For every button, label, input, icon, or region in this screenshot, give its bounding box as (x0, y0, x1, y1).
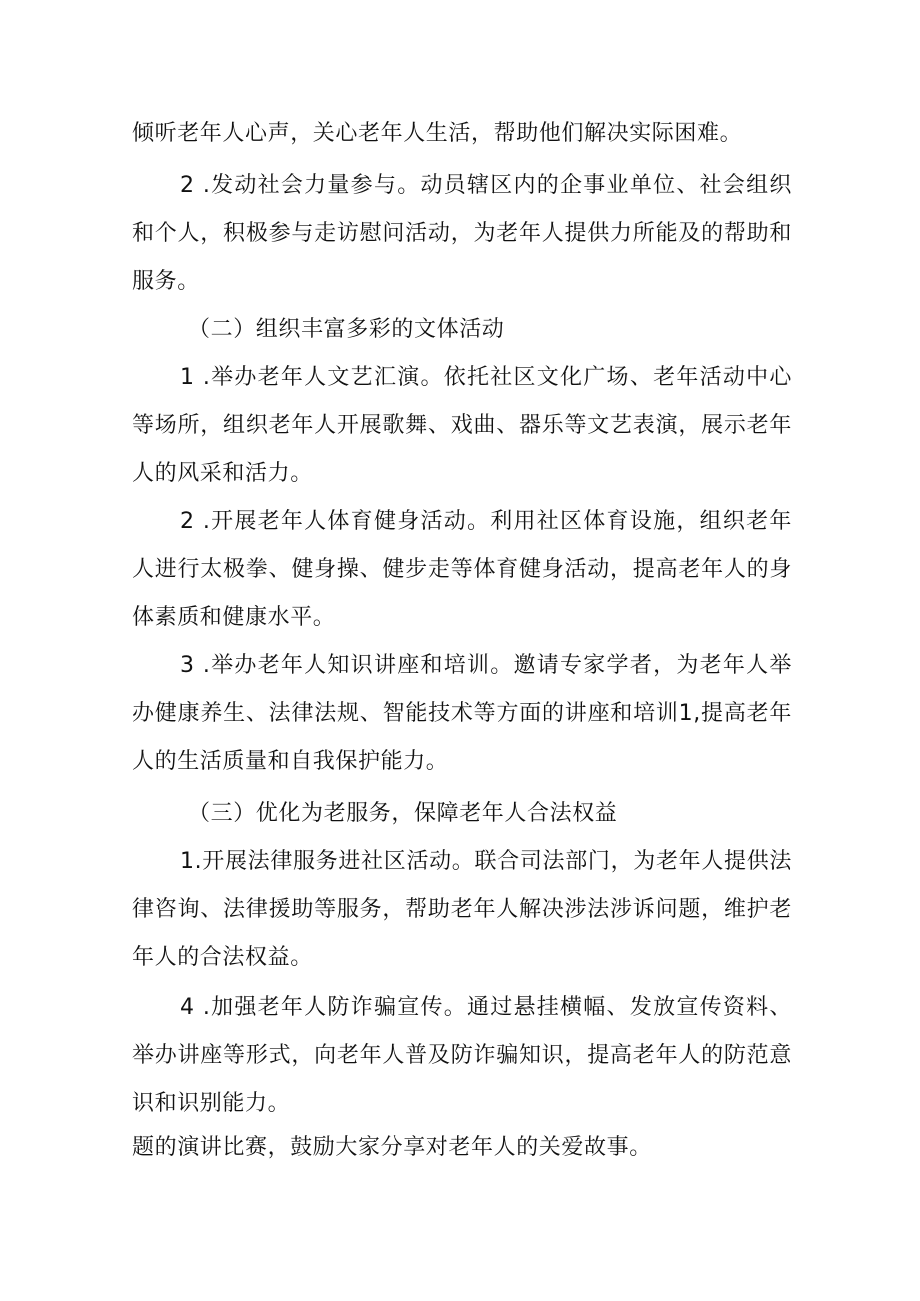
paragraph-legal-service: 1.开展法律服务进社区活动。联合司法部门，为老年人提供法律咨询、法律援助等服务，帮助老年人解决涉法涉诉问题，维护老年人的合法权益。 (132, 849, 792, 970)
paragraph-art-performance: 1 .举办老年人文艺汇演。依托社区文化广场、老年活动中心等场所，组织老年人开展歌舞、戏曲、器乐等文艺表演，展示老年人的风采和活力。 (132, 365, 792, 486)
paragraph-social-participation: 2 .发动社会力量参与。动员辖区内的企事业单位、社会组织和个人，积极参与走访慰问活动，为老年人提供力所能及的帮助和服务。 (132, 173, 792, 294)
paragraph-anti-fraud: 4 .加强老年人防诈骗宣传。通过悬挂横幅、发放宣传资料、举办讲座等形式，向老年人普及防诈骗知识，提高老年人的防范意识和识别能力。 (132, 995, 792, 1116)
paragraph-speech-contest: 题的演讲比赛，鼓励大家分享对老年人的关爱故事。 (132, 1135, 652, 1160)
section-heading-3: （三）优化为老服务，保障老年人合法权益 (188, 801, 618, 826)
paragraph-sports-activity: 2 .开展老年人体育健身活动。利用社区体育设施，组织老年人进行太极拳、健身操、健步走等体育健身活动，提高老年人的身体素质和健康水平。 (132, 509, 792, 630)
paragraph-continuation: 倾听老年人心声，关心老年人生活，帮助他们解决实际困难。 (132, 121, 743, 146)
paragraph-lectures-training: 3 .举办老年人知识讲座和培训。邀请专家学者，为老年人举办健康养生、法律法规、智能技术等方面的讲座和培训1,提高老年人的生活质量和自我保护能力。 (132, 653, 792, 774)
section-heading-2: （二）组织丰富多彩的文体活动 (188, 317, 505, 342)
